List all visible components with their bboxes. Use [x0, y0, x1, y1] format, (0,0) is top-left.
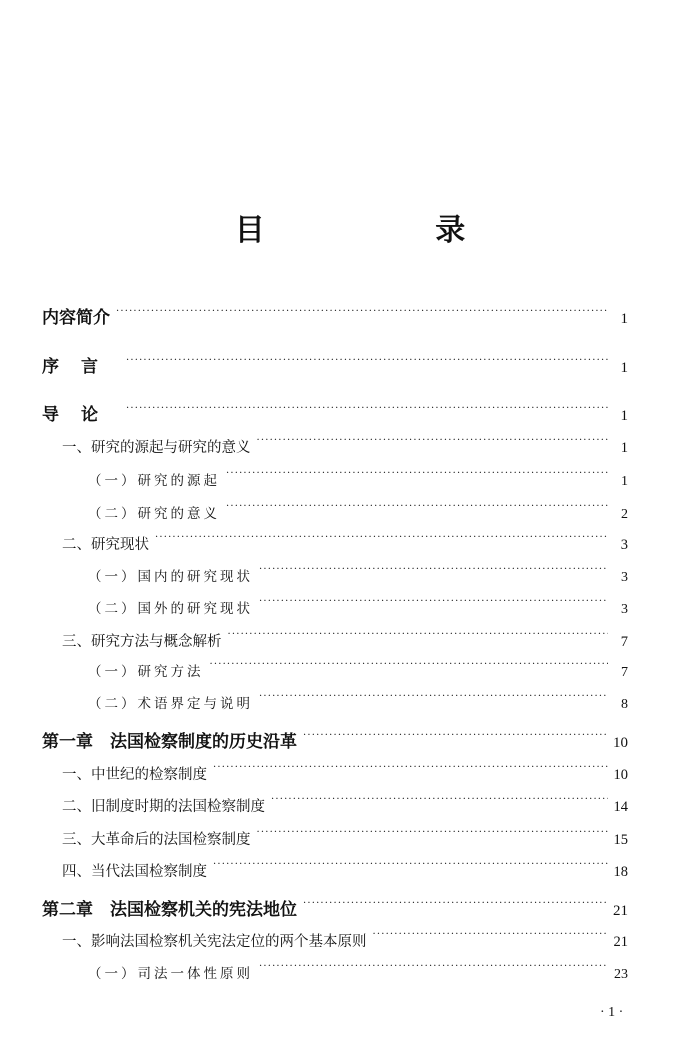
- toc-entry-page: 3: [621, 602, 628, 617]
- toc-entry-label: 内容简介: [42, 308, 110, 328]
- toc-entry-page: 23: [614, 967, 628, 982]
- toc-entry-page: 3: [620, 537, 628, 553]
- toc-entry-label: 四、当代法国检察制度: [62, 864, 207, 880]
- toc-entry-introduction[interactable]: [42, 400, 628, 425]
- page-title: 目 录: [234, 213, 546, 248]
- toc-entry[interactable]: [88, 692, 628, 713]
- toc-entry-page: 14: [613, 799, 628, 815]
- dot-leader: [257, 436, 609, 452]
- toc-entry-label: 第一章 法国检察制度的历史沿革: [42, 732, 297, 752]
- dot-leader: [213, 763, 608, 779]
- toc-entry-chapter-1[interactable]: [42, 727, 628, 752]
- dot-leader: [257, 828, 608, 844]
- toc-entry[interactable]: [88, 502, 628, 523]
- toc-entry-label: （二）研究的意义: [88, 506, 220, 522]
- dot-leader: [126, 404, 608, 420]
- toc-entry-page: 7: [621, 665, 628, 680]
- toc-entry[interactable]: [62, 533, 628, 554]
- toc-entry-label: （二）术语界定与说明: [88, 696, 253, 712]
- toc-entry-label: 一、中世纪的检察制度: [62, 767, 207, 783]
- dot-leader: [271, 795, 608, 811]
- dot-leader: [210, 660, 609, 676]
- toc-entry-label: 第二章 法国检察机关的宪法地位: [42, 900, 297, 920]
- toc-entry-page: 7: [620, 634, 628, 650]
- toc-entry-label: 三、研究方法与概念解析: [62, 634, 222, 650]
- toc-entry-chapter-2[interactable]: [42, 895, 628, 920]
- dot-leader: [213, 860, 608, 876]
- dot-leader: [228, 630, 609, 646]
- toc-entry-page: 1: [621, 474, 628, 489]
- toc-entry-page: 10: [613, 767, 628, 783]
- toc-entry-label: 导论: [42, 405, 120, 425]
- dot-leader: [259, 565, 608, 581]
- toc-entry-label: 三、大革命后的法国检察制度: [62, 832, 251, 848]
- dot-leader: [116, 307, 608, 323]
- toc-entry-summary[interactable]: [42, 303, 628, 328]
- toc-entry[interactable]: [88, 597, 628, 618]
- toc-entry-page: 1: [620, 408, 628, 424]
- toc-entry-page: 1: [620, 440, 628, 456]
- toc-entry-label: 二、研究现状: [62, 537, 149, 553]
- toc-entry-page: 3: [621, 570, 628, 585]
- footer-page-number: · 1 ·: [600, 1005, 624, 1020]
- dot-leader: [226, 502, 608, 518]
- toc-entry[interactable]: [88, 962, 628, 983]
- toc-entry[interactable]: [62, 436, 628, 457]
- toc-entry[interactable]: [88, 565, 628, 586]
- toc-entry[interactable]: [62, 930, 628, 951]
- toc-entry-page: 2: [621, 507, 628, 522]
- dot-leader: [303, 899, 607, 915]
- toc-entry[interactable]: [62, 763, 628, 784]
- toc-entry[interactable]: [62, 630, 628, 651]
- toc-entry[interactable]: [62, 795, 628, 816]
- dot-leader: [155, 533, 608, 549]
- toc-entry-label: （二）国外的研究现状: [88, 601, 253, 617]
- toc-entry-page: 21: [613, 903, 628, 919]
- dot-leader: [259, 962, 608, 978]
- toc-entry-page: 8: [621, 697, 628, 712]
- toc-entry-page: 18: [613, 864, 628, 880]
- toc-entry-page: 1: [620, 360, 628, 376]
- toc-entry-label: （一）国内的研究现状: [88, 569, 253, 585]
- toc-entry[interactable]: [62, 860, 628, 881]
- dot-leader: [259, 692, 608, 708]
- toc-entry-label: （一）司法一体性原则: [88, 966, 253, 982]
- dot-leader: [126, 356, 608, 372]
- toc-entry-page: 10: [613, 735, 628, 751]
- toc-entry-label: 二、旧制度时期的法国检察制度: [62, 799, 265, 815]
- toc-entry[interactable]: [88, 469, 628, 490]
- toc-entry-label: 一、研究的源起与研究的意义: [62, 440, 251, 456]
- dot-leader: [373, 930, 608, 946]
- toc-entry-page: 21: [613, 934, 628, 950]
- toc-entry-label: 一、影响法国检察机关宪法定位的两个基本原则: [62, 934, 367, 950]
- dot-leader: [226, 469, 608, 485]
- toc-entry-page: 15: [613, 832, 628, 848]
- dot-leader: [259, 597, 608, 613]
- toc-entry-label: 序言: [42, 357, 120, 377]
- toc-entry-label: （一）研究方法: [88, 664, 204, 680]
- toc-entry-label: （一）研究的源起: [88, 473, 220, 489]
- toc-entry-page: 1: [620, 311, 628, 327]
- dot-leader: [303, 731, 607, 747]
- toc-entry-preface[interactable]: [42, 352, 628, 377]
- toc-entry[interactable]: [62, 828, 628, 849]
- toc-entry[interactable]: [88, 660, 628, 681]
